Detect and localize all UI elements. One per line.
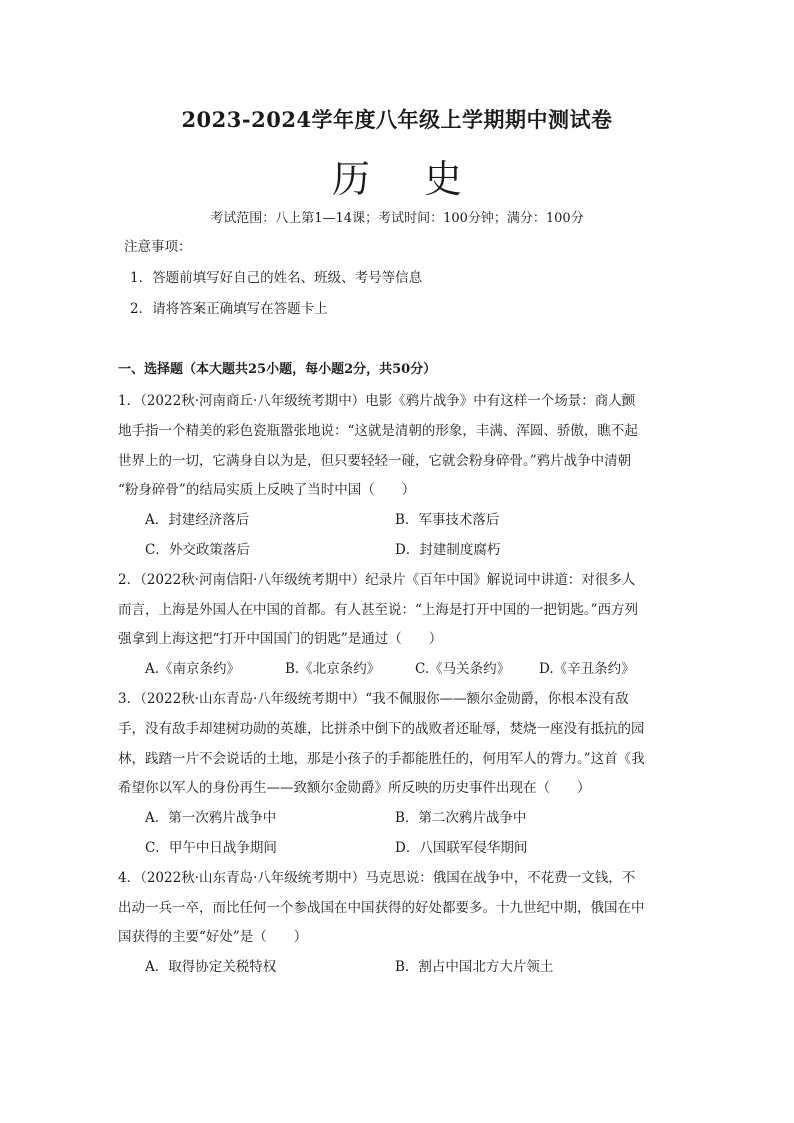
option-d: D．封建制度腐朽 <box>395 541 501 558</box>
question-text-line: 希望你以军人的身份再生——致额尔金勋爵》所反映的历史事件出现在（ ） <box>118 780 591 797</box>
notes-item: 1．答题前填写好自己的姓名、班级、考号等信息 <box>130 270 423 286</box>
option-c: C.《马关条约》 <box>415 661 511 678</box>
question-text-line: 世界上的一切，它满身自以为是，但只要轻轻一碰，它就会粉身碎骨。”鸦片战争中清朝 <box>118 452 632 469</box>
option-d: D．八国联军侵华期间 <box>395 839 528 856</box>
option-a: A.《南京条约》 <box>145 661 241 678</box>
option-b: B．割占中国北方大片领土 <box>395 959 554 976</box>
option-b: B.《北京条约》 <box>285 661 381 678</box>
option-a: A．封建经济落后 <box>145 512 250 529</box>
question-text-line: 地手指一个精美的彩色瓷瓶嚣张地说：“这就是清朝的形象，丰满、浑圆、骄傲，瞧不起 <box>118 422 638 439</box>
exam-title: 2023-2024学年度八年级上学期期中测试卷 <box>181 107 613 132</box>
option-c: C．甲午中日战争期间 <box>145 839 277 856</box>
question-text-line: 出动一兵一卒，而比任何一个参战国在中国获得的好处都要多。十九世纪中期，俄国在中 <box>118 899 645 916</box>
option-d: D.《辛丑条约》 <box>539 661 635 678</box>
question-4 <box>118 869 678 988</box>
option-b: B．军事技术落后 <box>395 512 500 529</box>
notes-item: 2．请将答案正确填写在答题卡上 <box>130 301 328 317</box>
options-row <box>118 958 678 988</box>
question-text-line: 2．（2022秋·河南信阳·八年级统考期中）纪录片《百年中国》解说词中讲道：对很多人 <box>118 571 636 588</box>
notes-heading: 注意事项： <box>124 239 192 255</box>
option-a: A．取得协定关税特权 <box>145 959 277 976</box>
subject-title: 历史 <box>331 157 516 201</box>
options-row <box>118 511 678 541</box>
notes-block <box>124 238 422 331</box>
question-text-line: 手，没有敌手却建树功勋的英雄，比拼杀中倒下的战败者还耻辱，焚烧一座没有抵抗的园 <box>118 720 645 737</box>
question-section <box>118 361 678 988</box>
options-row <box>118 809 678 839</box>
options-row <box>118 839 678 869</box>
question-2 <box>118 571 678 690</box>
section-heading: 一、选择题（本大题共25小题，每小题2分，共50分） <box>118 362 437 377</box>
question-text-line: 林，践踏一片不会说话的土地，那是小孩子的手都能胜任的，何用军人的膂力。”这首《我 <box>118 750 645 767</box>
question-1 <box>118 392 678 571</box>
question-3 <box>118 690 678 869</box>
question-text-line: 国获得的主要“好处”是（ ） <box>118 929 308 946</box>
question-text-line: 而言，上海是外国人在中国的首都。有人甚至说：“上海是打开中国的一把钥匙。”西方列 <box>118 601 639 618</box>
options-row <box>118 660 678 690</box>
option-c: C．外交政策落后 <box>145 541 250 558</box>
question-text-line: 4．（2022秋·山东青岛·八年级统考期中）马克思说：俄国在战争中，不花费一文钱，不 <box>118 869 636 886</box>
question-text-line: “粉身碎骨”的结局实质上反映了当时中国（ ） <box>118 482 416 499</box>
exam-info: 考试范围：八上第1—14课；考试时间：100分钟；满分：100分 <box>210 211 584 226</box>
question-text-line: 3．（2022秋·山东青岛·八年级统考期中）“我不佩服你——额尔金勋爵，你根本没有敌 <box>118 690 629 707</box>
options-row <box>118 541 678 571</box>
option-a: A．第一次鸦片战争中 <box>145 810 277 827</box>
option-b: B．第二次鸦片战争中 <box>395 810 527 827</box>
question-text-line: 1．（2022秋·河南商丘·八年级统考期中）电影《鸦片战争》中有这样一个场景：商人颤 <box>118 393 636 409</box>
question-text-line: 强拿到上海这把“打开中国国门的钥匙”是通过（ ） <box>118 631 443 648</box>
